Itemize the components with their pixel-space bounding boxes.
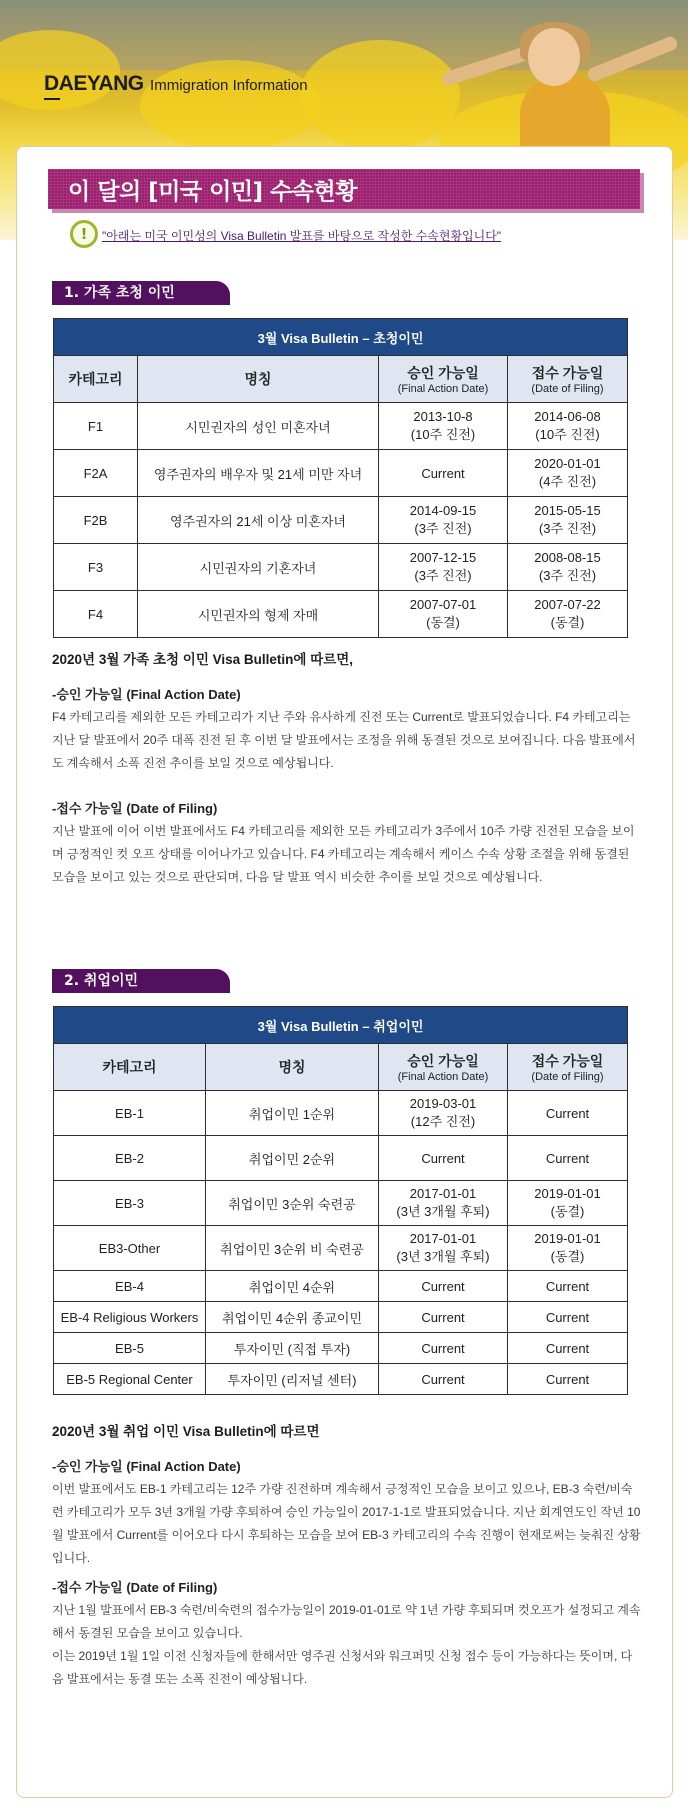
cell-filing xyxy=(508,403,628,450)
cell-final xyxy=(379,544,508,591)
header-final xyxy=(379,356,508,403)
girl-body xyxy=(520,75,610,155)
cell-category: F2B xyxy=(54,497,138,544)
final-change: (10주 진전) xyxy=(410,427,476,442)
table-row xyxy=(54,450,628,497)
table-row xyxy=(54,1271,628,1302)
cell-filing: Current xyxy=(508,1333,628,1364)
table-row xyxy=(54,1302,628,1333)
cell-category: EB-1 xyxy=(54,1091,206,1136)
cell-filing xyxy=(508,450,628,497)
brand-logo[interactable] xyxy=(44,72,308,96)
table-row xyxy=(54,1364,628,1395)
section-heading-employment: 2. 취업이민 xyxy=(52,969,230,993)
cell-category: EB-2 xyxy=(54,1136,206,1181)
cell-name: 투자이민 (리저널 센터) xyxy=(206,1364,379,1395)
family-summary-title: 2020년 3월 가족 초청 이민 Visa Bulletin에 따르면, xyxy=(52,652,354,667)
cell-filing xyxy=(508,1226,628,1271)
final-date: 2007-07-01 xyxy=(409,597,477,612)
filing-date: 2015-05-15 xyxy=(534,503,601,518)
header-final-sub: (Final Action Date) xyxy=(397,383,489,395)
filing-change: (동결) xyxy=(550,1249,585,1264)
table-header-row xyxy=(54,356,628,403)
flower-patch xyxy=(300,40,460,150)
cell-filing: Current xyxy=(508,1136,628,1181)
employment-summary-title: 2020년 3월 취업 이민 Visa Bulletin에 따르면 xyxy=(52,1424,320,1439)
family-final-text: F4 카테고리를 제외한 모든 카테고리가 지난 주와 유사하게 진전 또는 Current로 발표되었습니다. F4 카테고리는 지난 달 발표에서 20주 대폭 진전 된 후 이번 달 발표에서는 조정을 위해 동결된 것으로 보여집니다. 다음 발표에서도 계속해서 소폭 진전 추이를 보일 것으로 예상됩니다. xyxy=(52,710,636,770)
cell-category: EB-4 Religious Workers xyxy=(54,1302,206,1333)
cell-category: EB3-Other xyxy=(54,1226,206,1271)
family-final-title: -승인 가능일 (Final Action Date) xyxy=(52,687,241,702)
cell-filing xyxy=(508,497,628,544)
final-date: 2007-12-15 xyxy=(409,550,477,565)
filing-date: 2020-01-01 xyxy=(534,456,601,471)
cell-final: Current xyxy=(379,1333,508,1364)
cell-filing: Current xyxy=(508,1302,628,1333)
cell-name: 시민권자의 형제 자매 xyxy=(138,591,379,638)
filing-date: 2008-08-15 xyxy=(534,550,601,565)
table-row xyxy=(54,1091,628,1136)
filing-change: (10주 진전) xyxy=(535,427,600,442)
cell-name: 취업이민 4순위 xyxy=(206,1271,379,1302)
cell-category: EB-3 xyxy=(54,1181,206,1226)
filing-change: (3주 진전) xyxy=(538,568,597,583)
brand-name: DAEYANG xyxy=(44,72,144,95)
final-change: (3년 3개월 후퇴) xyxy=(396,1204,490,1219)
table-row xyxy=(54,1226,628,1271)
header-category: 카테고리 xyxy=(54,1044,206,1091)
cell-filing xyxy=(508,1181,628,1226)
cell-category: EB-5 xyxy=(54,1333,206,1364)
employment-table xyxy=(53,1006,628,1395)
final-date: 2019-03-01 xyxy=(409,1096,477,1111)
page-title: 이 달의 [미국 이민] 수속현황 xyxy=(68,179,357,205)
header-name: 명칭 xyxy=(206,1044,379,1091)
cell-name: 시민권자의 기혼자녀 xyxy=(138,544,379,591)
cell-final xyxy=(379,591,508,638)
brand-underline xyxy=(44,98,60,100)
employment-filing-text-2: 이는 2019년 1월 1일 이전 신청자들에 한해서만 영주권 신청서와 워크퍼밋 신청 접수 등이 가능하다는 뜻이며, 다음 발표에서는 동결 또는 소폭 진전이 예상됩니다. xyxy=(52,1649,633,1686)
cell-final xyxy=(379,450,508,497)
filing-change: (동결) xyxy=(550,615,585,630)
header-category: 카테고리 xyxy=(54,356,138,403)
final-date: Current xyxy=(421,465,465,481)
cell-filing: Current xyxy=(508,1091,628,1136)
cell-category: F2A xyxy=(54,450,138,497)
filing-date: 2019-01-01 xyxy=(534,1186,601,1201)
cell-final xyxy=(379,1181,508,1226)
brand-suffix: Immigration Information xyxy=(150,77,308,94)
cell-name: 취업이민 2순위 xyxy=(206,1136,379,1181)
final-date: 2017-01-01 xyxy=(409,1231,477,1246)
filing-change: (3주 진전) xyxy=(538,521,597,536)
filing-date: 2014-06-08 xyxy=(534,409,601,424)
family-filing-title: -접수 가능일 (Date of Filing) xyxy=(52,801,218,816)
cell-category: F3 xyxy=(54,544,138,591)
filing-date: 2007-07-22 xyxy=(534,597,601,612)
cell-category: EB-5 Regional Center xyxy=(54,1364,206,1395)
employment-final-title: -승인 가능일 (Final Action Date) xyxy=(52,1459,241,1474)
cell-final: Current xyxy=(379,1302,508,1333)
cell-filing xyxy=(508,591,628,638)
exclamation-icon: ! xyxy=(70,220,98,248)
cell-name: 취업이민 3순위 비 숙련공 xyxy=(206,1226,379,1271)
section-heading-family: 1. 가족 초청 이민 xyxy=(52,281,230,305)
cell-name: 영주권자의 21세 이상 미혼자녀 xyxy=(138,497,379,544)
cell-filing: Current xyxy=(508,1364,628,1395)
notice-text: "아래는 미국 이민성의 Visa Bulletin 발표를 바탕으로 작성한 수속현황입니다" xyxy=(102,229,502,243)
table-row xyxy=(54,591,628,638)
cell-name: 시민권자의 성인 미혼자녀 xyxy=(138,403,379,450)
header-filing-sub: (Date of Filing) xyxy=(531,1071,604,1083)
cell-category: F1 xyxy=(54,403,138,450)
header-filing-label: 접수 가능일 xyxy=(531,1053,604,1069)
header-final-sub: (Final Action Date) xyxy=(397,1071,489,1083)
cell-name: 투자이민 (직접 투자) xyxy=(206,1333,379,1364)
cell-final: Current xyxy=(379,1271,508,1302)
cell-name: 취업이민 3순위 숙련공 xyxy=(206,1181,379,1226)
header-filing xyxy=(508,1044,628,1091)
header-filing-label: 접수 가능일 xyxy=(531,365,604,381)
cell-final xyxy=(379,1226,508,1271)
final-change: (3주 진전) xyxy=(414,521,472,536)
final-change: (12주 진전) xyxy=(410,1114,476,1129)
final-date: 2017-01-01 xyxy=(409,1186,477,1201)
cell-name: 영주권자의 배우자 및 21세 미만 자녀 xyxy=(138,450,379,497)
final-change: (3주 진전) xyxy=(414,568,472,583)
employment-table-caption: 3월 Visa Bulletin – 취업이민 xyxy=(54,1007,628,1044)
cell-category: F4 xyxy=(54,591,138,638)
cell-final: Current xyxy=(379,1136,508,1181)
cell-filing xyxy=(508,544,628,591)
cell-final xyxy=(379,497,508,544)
final-date: 2013-10-8 xyxy=(413,409,473,424)
cell-category: EB-4 xyxy=(54,1271,206,1302)
header-final-label: 승인 가능일 xyxy=(407,1053,479,1069)
header-filing xyxy=(508,356,628,403)
header-final xyxy=(379,1044,508,1091)
table-row xyxy=(54,544,628,591)
cell-filing: Current xyxy=(508,1271,628,1302)
employment-filing-title: -접수 가능일 (Date of Filing) xyxy=(52,1580,218,1595)
table-row xyxy=(54,1181,628,1226)
page-title-bar xyxy=(48,169,640,209)
cell-name: 취업이민 1순위 xyxy=(206,1091,379,1136)
cell-name: 취업이민 4순위 종교이민 xyxy=(206,1302,379,1333)
table-row xyxy=(54,1333,628,1364)
table-row xyxy=(54,403,628,450)
filing-change: (동결) xyxy=(550,1204,585,1219)
header-filing-sub: (Date of Filing) xyxy=(531,383,604,395)
employment-final-text: 이번 발표에서도 EB-1 카테고리는 12주 가량 진전하며 계속해서 긍정적인 모습을 보이고 있으나, EB-3 숙련/비숙련 카테고리가 모두 3년 3개월 가량 후퇴하여 승인 가능일이 2017-1-1로 발표되었습니다. 지난 회계연도인 작년 10월 발표에서 Current를 이어오다 다시 후퇴하는 모습을 보여 EB-3 카테고리의 수속 진행이 현재로써는 늦춰진 상황입니다. xyxy=(52,1482,641,1565)
header-name: 명칭 xyxy=(138,356,379,403)
family-summary xyxy=(52,648,642,889)
table-row xyxy=(54,1136,628,1181)
filing-date: 2019-01-01 xyxy=(534,1231,601,1246)
girl-head xyxy=(528,28,580,86)
final-change: (3년 3개월 후퇴) xyxy=(396,1249,490,1264)
family-table xyxy=(53,318,628,638)
cell-final xyxy=(379,403,508,450)
table-row xyxy=(54,497,628,544)
table-header-row xyxy=(54,1044,628,1091)
family-table-caption: 3월 Visa Bulletin – 초청이민 xyxy=(54,319,628,356)
header-final-label: 승인 가능일 xyxy=(407,365,479,381)
final-date: 2014-09-15 xyxy=(409,503,477,518)
filing-change: (4주 진전) xyxy=(538,474,597,489)
employment-summary xyxy=(52,1420,642,1691)
cell-final xyxy=(379,1091,508,1136)
family-filing-text: 지난 발표에 이어 이번 발표에서도 F4 카테고리를 제외한 모든 카테고리가 3주에서 10주 가량 진전된 모습을 보이며 긍정적인 컷 오프 상태를 이어나가고 있습니다. F4 카테고리는 계속해서 케이스 수속 상황 조절을 위해 동결된 모습을 보이고 있는 것으로 판단되며, 다음 달 발표 역시 비슷한 추이를 보일 것으로 예상됩니다. xyxy=(52,824,635,884)
employment-filing-text-1: 지난 1월 발표에서 EB-3 숙련/비숙련의 접수가능일이 2019-01-01로 약 1년 가량 후퇴되며 컷오프가 설정되고 계속해서 동결된 모습을 보이고 있습니다. xyxy=(52,1603,641,1640)
cell-final: Current xyxy=(379,1364,508,1395)
final-change: (동결) xyxy=(426,615,460,630)
